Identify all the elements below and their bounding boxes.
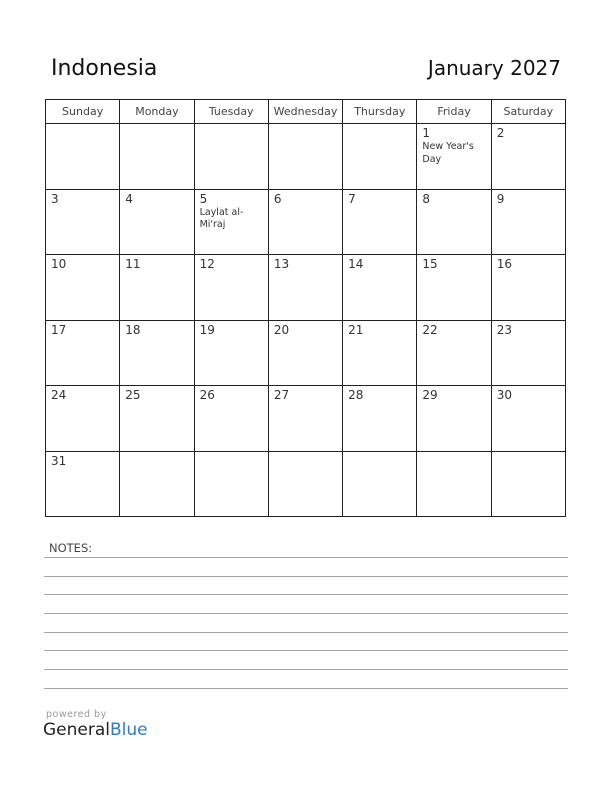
day-cell[interactable] [268, 451, 342, 517]
calendar-grid [45, 99, 566, 517]
day-number: 16 [496, 257, 512, 271]
day-number: 15 [422, 257, 438, 271]
day-number: 24 [51, 388, 67, 402]
day-cell[interactable] [268, 255, 342, 321]
day-cell[interactable] [46, 255, 120, 321]
day-cell[interactable] [343, 451, 417, 517]
note-line [44, 632, 568, 633]
day-number: 19 [199, 322, 215, 337]
weekday-header: Tuesday [194, 100, 268, 124]
week-row [46, 320, 566, 386]
week-row [46, 451, 566, 517]
day-number: 6 [273, 191, 282, 206]
day-number: 23 [496, 322, 512, 337]
day-number: 13 [273, 257, 290, 271]
week-row [46, 386, 566, 452]
note-line [44, 576, 568, 577]
day-number: 2 [496, 126, 505, 140]
weekday-header: Wednesday [268, 100, 342, 124]
day-number: 7 [348, 191, 356, 206]
notes-label: NOTES: [49, 541, 93, 555]
day-number: 20 [273, 322, 290, 337]
weekday-header: Saturday [491, 100, 565, 124]
day-number: 9 [496, 191, 505, 206]
day-cell[interactable] [417, 124, 491, 190]
day-number: 18 [125, 322, 141, 337]
day-number: 22 [422, 322, 438, 337]
day-cell[interactable] [417, 320, 491, 386]
page-title-month: January 2027 [427, 56, 561, 80]
day-number: 17 [51, 322, 67, 337]
note-line [44, 650, 568, 651]
note-line [44, 613, 568, 614]
day-cell[interactable] [417, 255, 491, 321]
week-row [46, 255, 566, 321]
day-number: 8 [422, 191, 431, 206]
day-number: 21 [348, 322, 364, 337]
note-line [44, 688, 568, 689]
brand-blue-text: Blue [110, 720, 148, 740]
day-number: 27 [273, 388, 290, 402]
day-cell[interactable] [491, 386, 565, 452]
note-line [44, 669, 568, 670]
note-line [44, 557, 568, 558]
day-cell[interactable] [194, 189, 268, 255]
day-cell[interactable] [46, 386, 120, 452]
weekday-header: Sunday [46, 100, 120, 124]
brand-logo[interactable] [43, 720, 148, 740]
day-cell[interactable] [268, 320, 342, 386]
day-cell[interactable] [194, 255, 268, 321]
day-cell[interactable] [491, 451, 565, 517]
day-cell[interactable] [417, 386, 491, 452]
day-number: 3 [51, 191, 59, 206]
day-number: 31 [51, 453, 67, 468]
day-number: 28 [348, 388, 364, 402]
day-cell[interactable] [120, 255, 194, 321]
day-cell[interactable] [343, 255, 417, 321]
day-cell[interactable] [194, 320, 268, 386]
note-line [44, 594, 568, 595]
day-cell[interactable] [417, 189, 491, 255]
day-cell[interactable] [120, 189, 194, 255]
day-number: 29 [422, 388, 438, 402]
day-cell[interactable] [120, 320, 194, 386]
weekday-header: Monday [120, 100, 194, 124]
holiday-label: Laylat al-Mi'raj [199, 206, 244, 230]
day-cell[interactable] [268, 189, 342, 255]
day-number: 11 [125, 257, 141, 271]
week-row [46, 124, 566, 190]
day-cell[interactable] [491, 320, 565, 386]
brand-general-text: General [43, 720, 110, 740]
week-row [46, 189, 566, 255]
day-cell[interactable] [120, 124, 194, 190]
day-cell[interactable] [46, 451, 120, 517]
day-number: 5 [199, 191, 208, 206]
day-cell[interactable] [120, 451, 194, 517]
day-cell[interactable] [491, 255, 565, 321]
powered-by-text: powered by [46, 709, 107, 720]
day-cell[interactable] [46, 124, 120, 190]
day-cell[interactable] [194, 124, 268, 190]
day-cell[interactable] [194, 451, 268, 517]
day-number: 1 [422, 126, 431, 140]
day-cell[interactable] [120, 386, 194, 452]
weekday-header: Thursday [343, 100, 417, 124]
day-number: 30 [496, 388, 512, 402]
day-cell[interactable] [46, 189, 120, 255]
weekday-header: Friday [417, 100, 491, 124]
day-number: 4 [125, 191, 133, 206]
day-number: 14 [348, 257, 364, 271]
day-cell[interactable] [343, 189, 417, 255]
day-cell[interactable] [46, 320, 120, 386]
day-cell[interactable] [491, 124, 565, 190]
day-cell[interactable] [194, 386, 268, 452]
day-number: 25 [125, 388, 141, 402]
day-number: 12 [199, 257, 215, 271]
day-cell[interactable] [343, 386, 417, 452]
page-title-country: Indonesia [51, 56, 158, 81]
day-number: 10 [51, 257, 67, 271]
day-number: 26 [199, 388, 215, 402]
day-cell[interactable] [268, 124, 342, 190]
holiday-label: New Year's Day [422, 141, 474, 165]
calendar-body [46, 124, 566, 517]
day-cell[interactable] [343, 124, 417, 190]
day-cell[interactable] [343, 320, 417, 386]
weekday-header-row [46, 100, 566, 124]
day-cell[interactable] [417, 451, 491, 517]
day-cell[interactable] [491, 189, 565, 255]
day-cell[interactable] [268, 386, 342, 452]
